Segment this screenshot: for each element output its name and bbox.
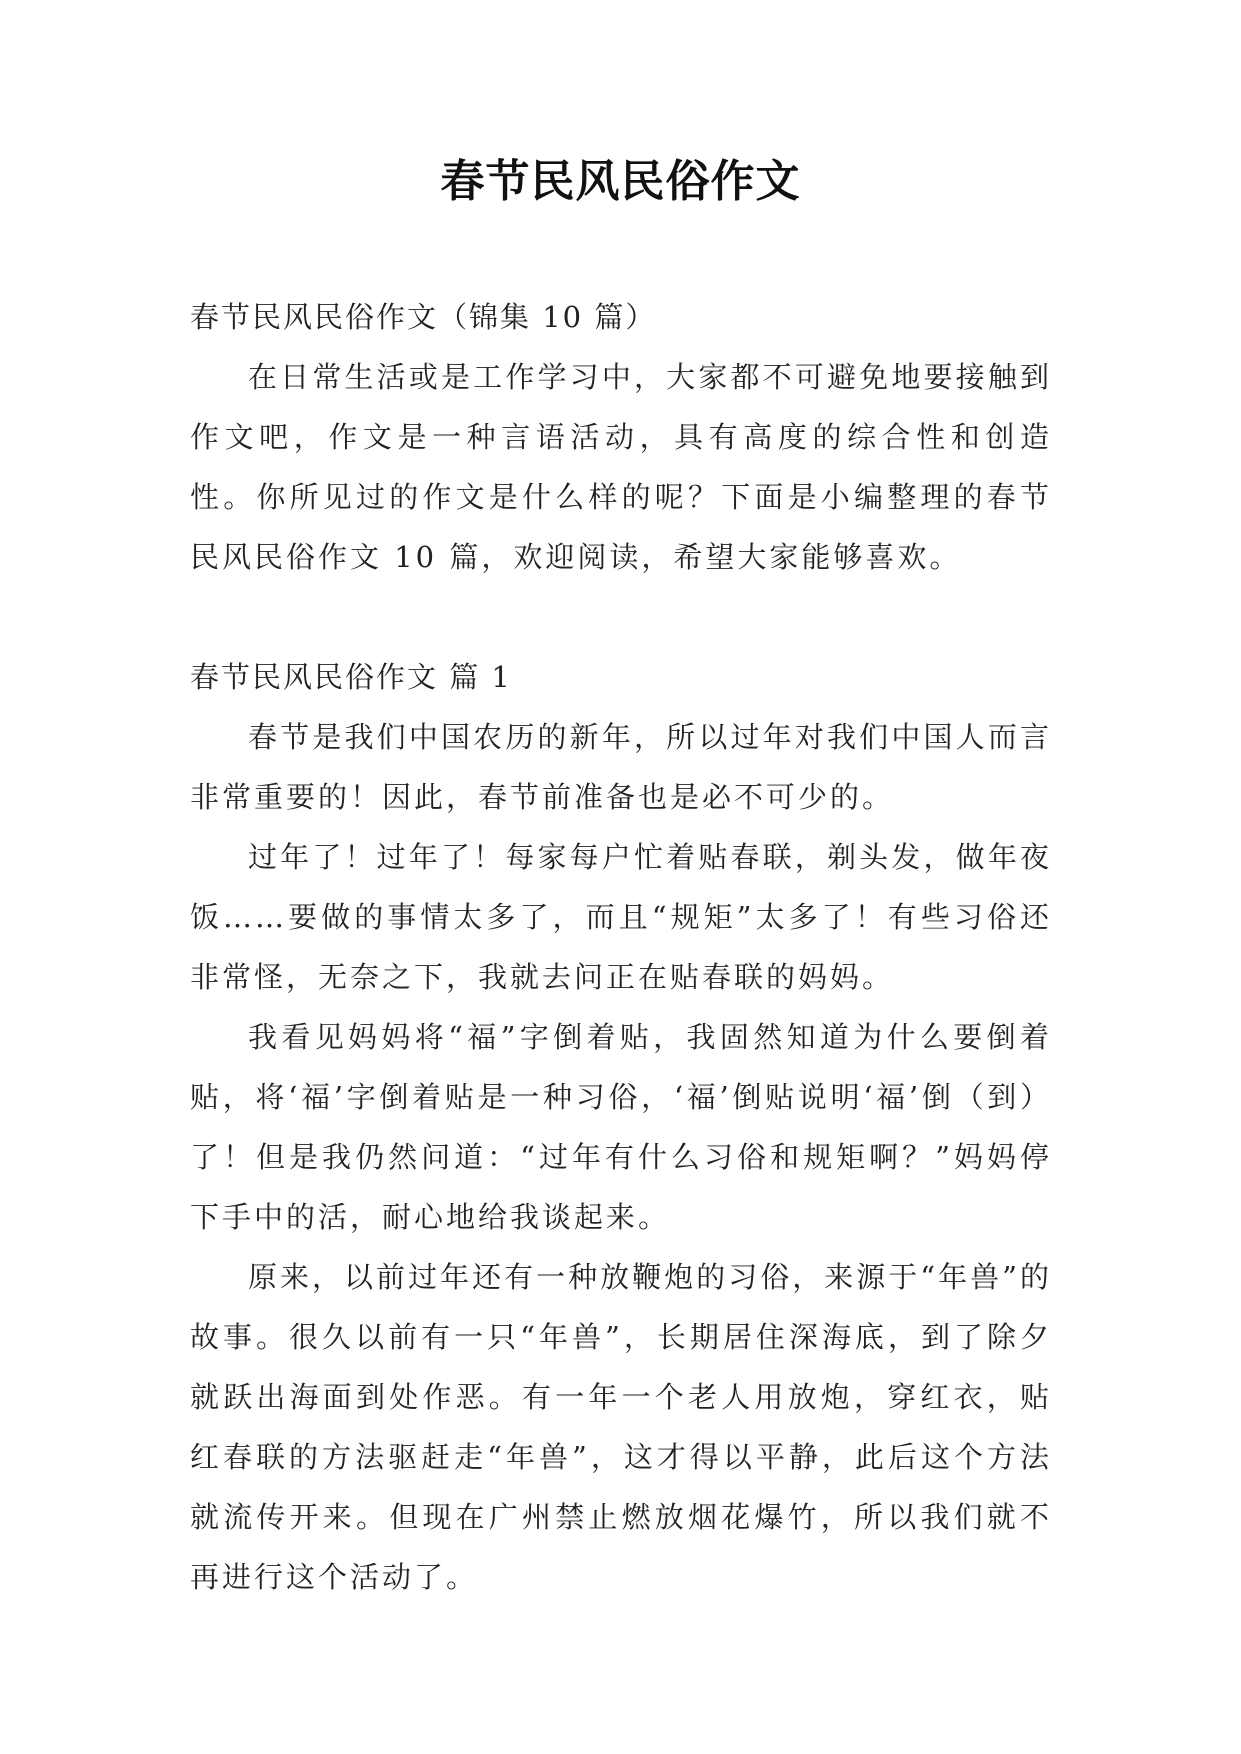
intro-paragraph: 在日常生活或是工作学习中，大家都不可避免地要接触到作文吧，作文是一种言语活动，具有高度的综合性和创造性。你所见过的作文是什么样的呢？下面是小编整理的春节民风民俗作文 10 篇，欢迎阅读，希望大家能够喜欢。 (190, 360, 1052, 574)
body-paragraph: 过年了！过年了！每家每户忙着贴春联，剃头发，做年夜饭……要做的事情太多了，而且“规矩”太多了！有些习俗还非常怪，无奈之下，我就去问正在贴春联的妈妈。 (190, 840, 1052, 994)
body-paragraph: 春节是我们中国农历的新年，所以过年对我们中国人而言非常重要的！因此，春节前准备也是必不可少的。 (190, 720, 1052, 814)
body-paragraph: 我看见妈妈将“福”字倒着贴，我固然知道为什么要倒着贴，将‘福’字倒着贴是一种习俗，‘福’倒贴说明‘福’倒（到）了！但是我仍然问道：“过年有什么习俗和规矩啊？”妈妈停下手中的活，耐心地给我谈起来。 (190, 1020, 1052, 1234)
section-spacer (190, 587, 1052, 647)
body-paragraph: 原来，以前过年还有一种放鞭炮的习俗，来源于“年兽”的故事。很久以前有一只“年兽”，长期居住深海底，到了除夕就跃出海面到处作恶。有一年一个老人用放炮，穿红衣，贴红春联的方法驱赶走“年兽”，这才得以平静，此后这个方法就流传开来。但现在广州禁止燃放烟花爆竹，所以我们就不再进行这个活动了。 (190, 1260, 1052, 1594)
section-heading: 春节民风民俗作文 篇 1 (190, 660, 512, 694)
document-title: 春节民风民俗作文 (440, 156, 801, 207)
intro-heading: 春节民风民俗作文（锦集 10 篇） (190, 300, 657, 334)
document-body (190, 287, 1052, 1607)
